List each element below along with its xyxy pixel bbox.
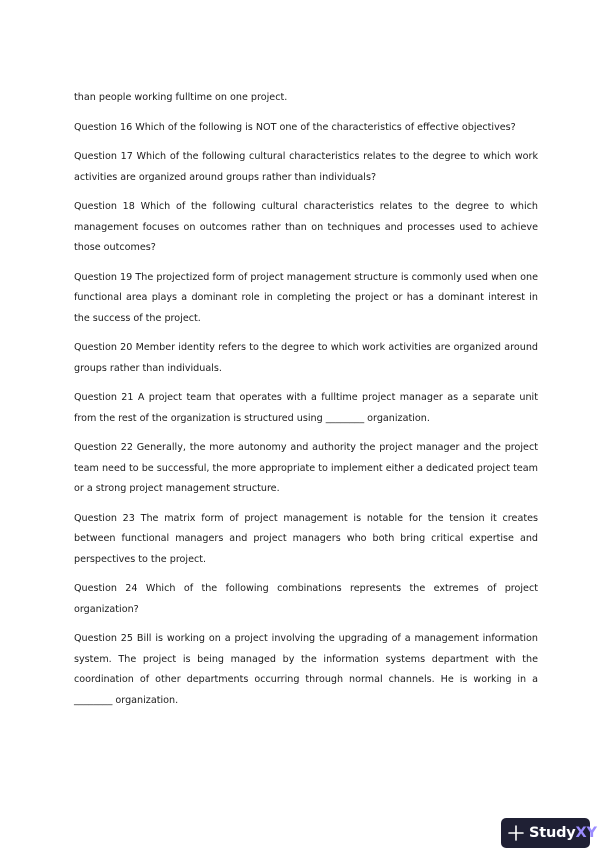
- document-body: [74, 88, 538, 720]
- brand-accent: XY: [575, 825, 597, 841]
- paragraph-continuation: than people working fulltime on one project.: [74, 92, 288, 103]
- studyxy-badge[interactable]: [501, 818, 597, 848]
- plus-icon: [508, 825, 524, 841]
- question-23: Question 23 The matrix form of project management is notable for the tension it creates between functional managers and project managers who both bring critical expertise and perspectives to the project.: [74, 512, 538, 565]
- question-19: Question 19 The projectized form of project management structure is commonly used when one functional area plays a dominant role in completing the project or has a dominant interest in the success of the project.: [74, 271, 538, 324]
- question-24: Question 24 Which of the following combinations represents the extremes of project organization?: [74, 583, 538, 615]
- question-22: Question 22 Generally, the more autonomy and authority the project manager and the project team need to be successful, the more appropriate to implement either a dedicated project team or a strong project management structure.: [74, 442, 538, 494]
- question-17: Question 17 Which of the following cultural characteristics relates to the degree to which work activities are organized around groups rather than individuals?: [74, 151, 538, 183]
- question-25: Question 25 Bill is working on a project involving the upgrading of a management information system. The project is being managed by the information systems department with the coordination of other departments occurring through normal channels. He is working in a ________ organization.: [74, 633, 538, 706]
- brand-main: Study: [529, 825, 576, 841]
- studyxy-logo-text: [529, 825, 597, 841]
- question-16: Question 16 Which of the following is NOT one of the characteristics of effective objectives?: [74, 121, 516, 133]
- question-18: Question 18 Which of the following cultural characteristics relates to the degree to which management focuses on outcomes rather than on techniques and processes used to achieve those outcomes?: [74, 201, 538, 253]
- question-20: Question 20 Member identity refers to the degree to which work activities are organized around groups rather than individuals.: [74, 342, 538, 374]
- question-21: Question 21 A project team that operates with a fulltime project manager as a separate unit from the rest of the organization is structured using ________ organization.: [74, 392, 538, 424]
